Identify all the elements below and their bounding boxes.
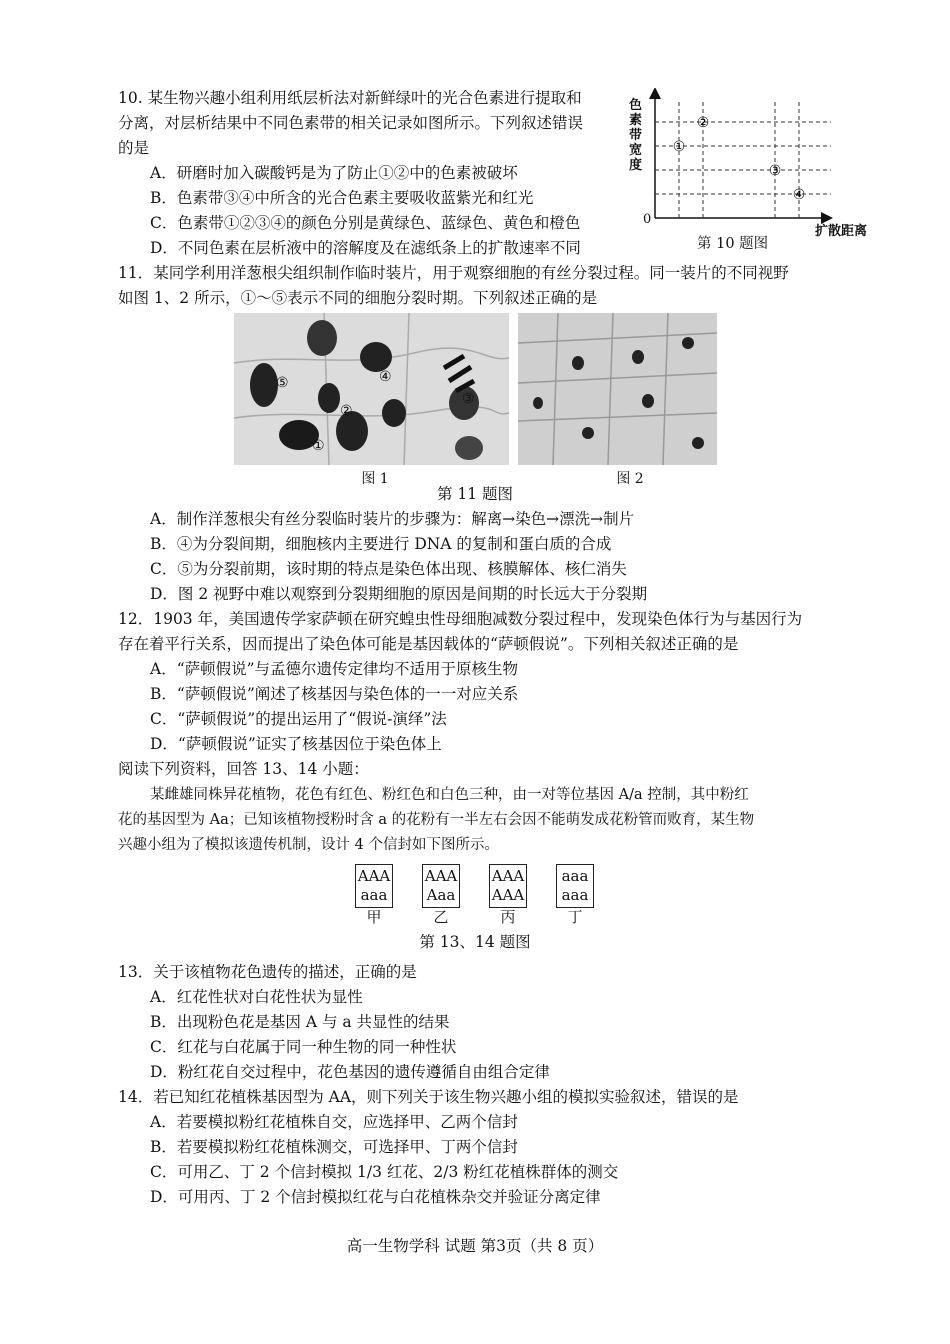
- fig1-mark-2: ②: [340, 403, 353, 419]
- q11-figure-1: [234, 313, 509, 465]
- envelope-ding-top: aaa: [561, 867, 589, 885]
- q11-figure-title: 第 11 题图: [436, 485, 514, 503]
- chart-points: [673, 115, 806, 203]
- q10-stem-line-1: 10. 某生物兴趣小组利用纸层析法对新鲜绿叶的光合色素进行提取和: [118, 89, 582, 107]
- envelope-bing-name: 丙: [500, 908, 516, 926]
- q13-stem: 13．关于该植物花色遗传的描述，正确的是: [118, 963, 417, 981]
- envelope-yi-name: 乙: [433, 908, 449, 926]
- fig2-label: 图 2: [616, 471, 644, 487]
- q10-stem-line-2: 分离，对层析结果中不同色素带的相关记录如图所示。下列叙述错误: [118, 114, 584, 132]
- fig2-micrograph: [518, 313, 717, 465]
- q10-option-a: A．研磨时加入碳酸钙是为了防止①②中的色素被破坏: [150, 164, 518, 182]
- q12-option-a: A．“萨顿假说”与孟德尔遗传定律均不适用于原核生物: [150, 660, 519, 678]
- q11-option-c: C．⑤为分裂前期，该时期的特点是染色体出现、核膜解体、核仁消失: [150, 560, 627, 578]
- fig1-mark-1: ①: [312, 438, 325, 454]
- chart-point-2: ②: [696, 115, 710, 131]
- envelope-jia-name: 甲: [366, 908, 382, 926]
- envelope-yi-top: AAA: [424, 867, 458, 885]
- q10-chart: [625, 88, 885, 258]
- envelope-bing: [489, 864, 527, 908]
- page-footer: 高一生物学科 试题 第3页（共 8 页）: [346, 1237, 604, 1255]
- q10-option-d: D．不同色素在层析液中的溶解度及在滤纸条上的扩散速率不同: [150, 239, 581, 257]
- q13-option-b: B．出现粉色花是基因 A 与 a 共显性的结果: [150, 1013, 450, 1031]
- q14-option-a: A．若要模拟粉红花植株自交，应选择甲、乙两个信封: [150, 1113, 518, 1131]
- q11-option-b: B．④为分裂间期，细胞核内主要进行 DNA 的复制和蛋白质的合成: [150, 535, 612, 553]
- q10-option-b: B．色素带③④中所含的光合色素主要吸收蓝紫光和红光: [150, 189, 534, 207]
- q11-stem-line-2: 如图 1、2 所示，①～⑤表示不同的细胞分裂时期。下列叙述正确的是: [118, 289, 598, 307]
- q10-stem-line-3: 的是: [118, 139, 150, 157]
- envelope-ding-bottom: aaa: [561, 886, 589, 904]
- q11-option-a: A．制作洋葱根尖有丝分裂临时装片的步骤为：解离→染色→漂洗→制片: [150, 510, 635, 528]
- envelope-bing-top: AAA: [491, 867, 525, 885]
- chart-point-4: ④: [792, 187, 806, 203]
- envelope-yi: [422, 864, 460, 908]
- reading-para-line-2: 花的基因型为 Aa；已知该植物授粉时含 a 的花粉有一半左右会因不能萌发成花粉管而败育，某生物: [118, 812, 755, 828]
- envelope-ding: [556, 864, 594, 908]
- reading-intro: 阅读下列资料，回答 13、14 小题：: [118, 760, 369, 778]
- q13-option-c: C．红花与白花属于同一种生物的同一种性状: [150, 1038, 457, 1056]
- q14-stem: 14．若已知红花植株基因型为 AA，则下列关于该生物兴趣小组的模拟实验叙述，错误的是: [118, 1088, 739, 1106]
- envelope-bing-bottom: AAA: [491, 886, 525, 904]
- q13-option-a: A．红花性状对白花性状为显性: [150, 988, 363, 1006]
- chart-title: 第 10 题图: [697, 236, 769, 252]
- q12-option-b: B．“萨顿假说”阐述了核基因与染色体的一一对应关系: [150, 685, 519, 703]
- q12-stem-line-2: 存在着平行关系，因而提出了染色体可能是基因载体的“萨顿假说”。下列相关叙述正确的是: [118, 635, 739, 653]
- q12-option-d: D．“萨顿假说”证实了核基因位于染色体上: [150, 735, 442, 753]
- q11-option-d: D．图 2 视野中难以观察到分裂期细胞的原因是间期的时长远大于分裂期: [150, 585, 648, 603]
- q14-option-d: D．可用丙、丁 2 个信封模拟红花与白花植株杂交并验证分离定律: [150, 1188, 601, 1206]
- reading-para-line-1: 某雌雄同株异花植物，花色有红色、粉红色和白色三种，由一对等位基因 A/a 控制，其中粉红: [150, 787, 749, 803]
- envelope-jia-bottom: aaa: [360, 886, 388, 904]
- fig1-mark-3: ③: [462, 391, 475, 407]
- fig1-label: 图 1: [361, 471, 389, 487]
- chart-ylabel: 色素带宽度: [629, 98, 643, 173]
- q11-figure-2: [518, 313, 717, 465]
- q11-stem-line-1: 11．某同学利用洋葱根尖组织制作临时装片，用于观察细胞的有丝分裂过程。同一装片的不同视野: [118, 264, 789, 282]
- envelope-ding-name: 丁: [567, 908, 583, 926]
- envelope-jia-top: AAA: [357, 867, 391, 885]
- chart-origin: 0: [643, 212, 652, 227]
- q10-option-c: C．色素带①②③④的颜色分别是黄绿色、蓝绿色、黄色和橙色: [150, 214, 581, 232]
- chart-point-3: ③: [768, 163, 782, 179]
- envelope-yi-bottom: Aaa: [426, 886, 456, 904]
- chart-point-1: ①: [672, 139, 686, 155]
- q14-option-c: C．可用乙、丁 2 个信封模拟 1/3 红花、2/3 粉红花植株群体的测交: [150, 1163, 619, 1181]
- q14-option-b: B．若要模拟粉红花植株测交，可选择甲、丁两个信封: [150, 1138, 518, 1156]
- q12-option-c: C．“萨顿假说”的提出运用了“假说-演绎”法: [150, 710, 447, 728]
- reading-para-line-3: 兴趣小组为了模拟该遗传机制，设计 4 个信封如下图所示。: [118, 837, 499, 853]
- q13-option-d: D．粉红花自交过程中，花色基因的遗传遵循自由组合定律: [150, 1063, 550, 1081]
- fig1-mark-5: ⑤: [276, 375, 289, 391]
- chart-xlabel: 扩散距离: [815, 224, 868, 239]
- envelope-jia: [355, 864, 393, 908]
- q13-14-figure-title: 第 13、14 题图: [419, 933, 531, 951]
- fig1-mark-4: ④: [379, 369, 392, 385]
- q12-stem-line-1: 12．1903 年，美国遗传学家萨顿在研究蝗虫性母细胞减数分裂过程中，发现染色体行为与基因行为: [118, 610, 803, 628]
